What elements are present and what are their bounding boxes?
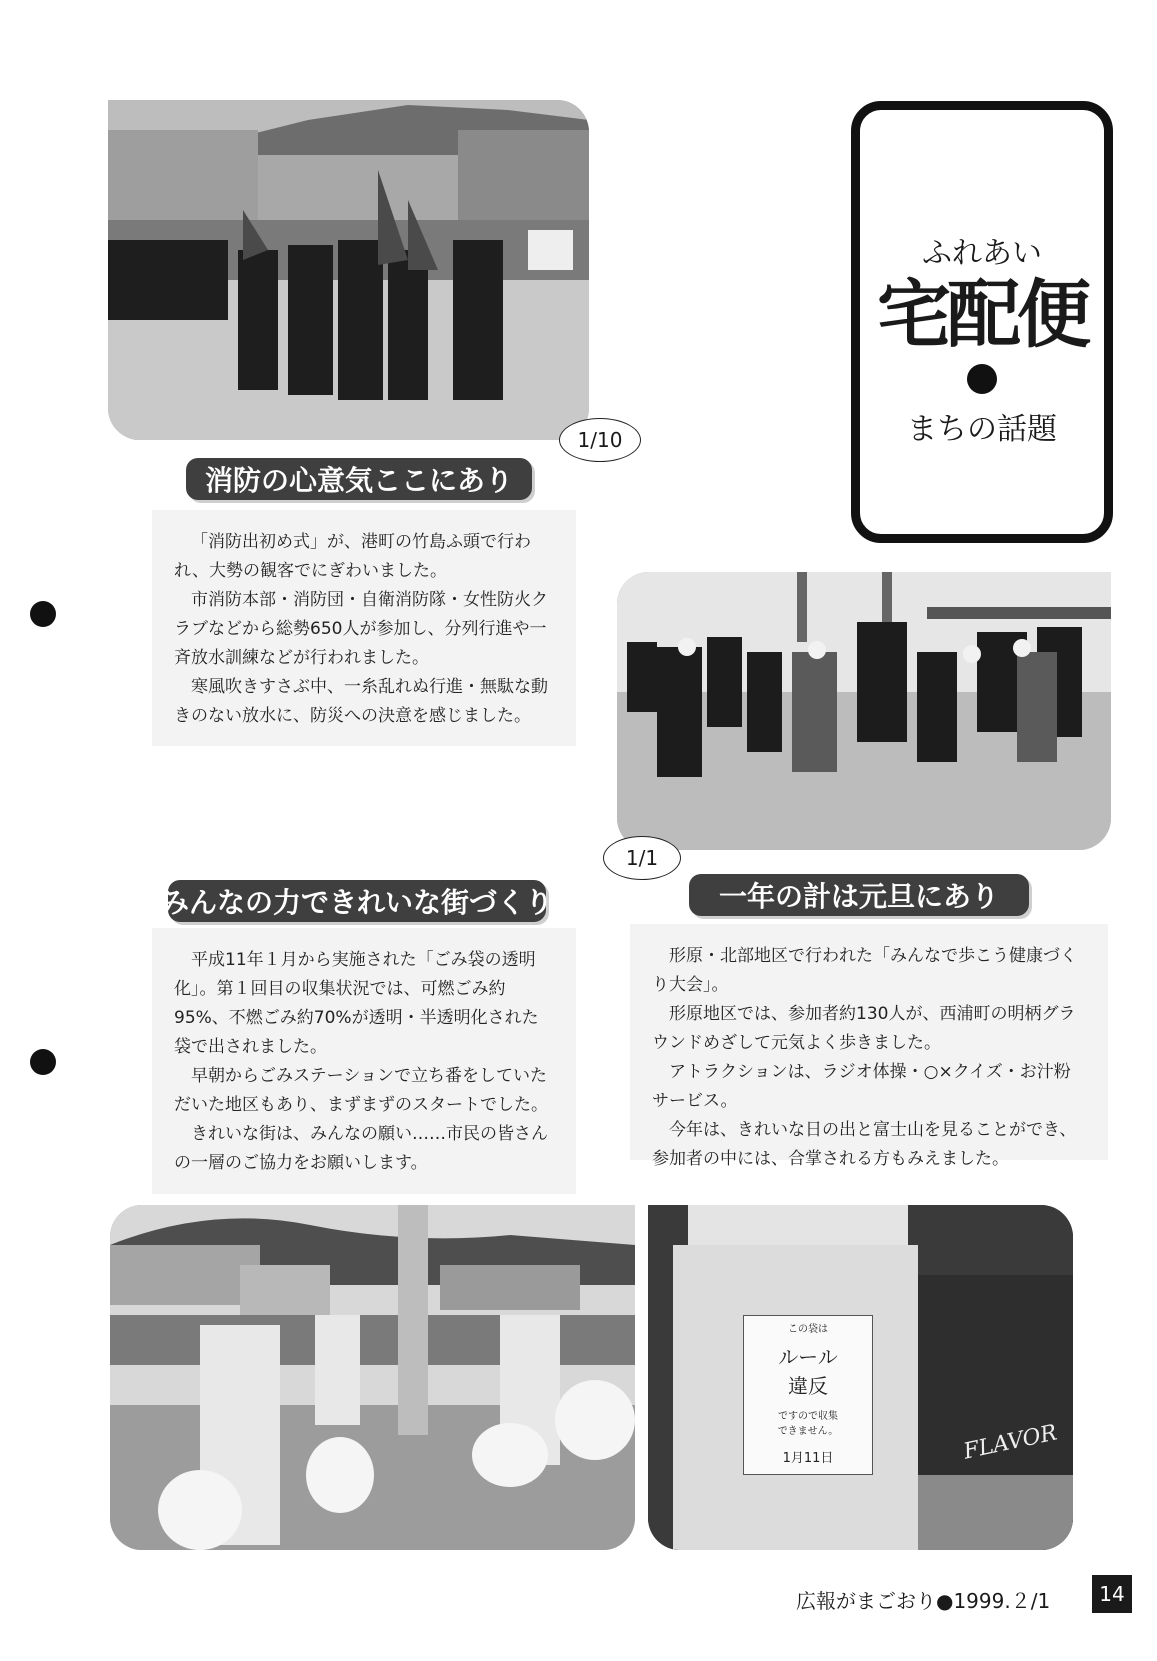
violation-sticker xyxy=(743,1315,873,1475)
title-bullet xyxy=(967,364,997,394)
sticker-date: 1月11日 xyxy=(782,1451,834,1466)
article-fire-brigade xyxy=(152,510,576,746)
title-main: 宅配便 xyxy=(877,272,1087,358)
article-paragraph: 形原・北部地区で行われた「みんなで歩こう健康づくり大会」。 xyxy=(652,946,1077,995)
sticker-violation: 違反 xyxy=(788,1374,828,1398)
date-badge-fire: 1/10 xyxy=(559,418,641,462)
article-clean-town xyxy=(152,928,576,1194)
sticker-rule: ルール xyxy=(778,1345,838,1369)
sticker-line4: できません。 xyxy=(777,1426,839,1437)
date-badge-walk: 1/1 xyxy=(603,836,681,880)
photo-fire-parade xyxy=(108,100,589,440)
flavor-bag-label: FLAVOR xyxy=(961,1420,1060,1465)
photo-new-year-walk xyxy=(617,572,1111,850)
footer-publication: 広報がまごおり●1999.２/1 xyxy=(796,1589,1051,1613)
bullet-dot xyxy=(30,1049,56,1075)
article-paragraph: 早朝からごみステーションで立ち番をしていただいた地区もあり、まずまずのスタートでした。 xyxy=(174,1066,548,1115)
sticker-line3: ですので収集 xyxy=(778,1411,838,1422)
article-paragraph: アトラクションは、ラジオ体操・○×クイズ・お汁粉サービス。 xyxy=(652,1062,1071,1111)
photo-garbage-station xyxy=(110,1205,635,1550)
article-paragraph: 寒風吹きすさぶ中、一糸乱れぬ行進・無駄な動きのない放水に、防災への決意を感じました。 xyxy=(174,677,548,726)
sticker-top: この袋は xyxy=(788,1324,828,1335)
bullet-dot xyxy=(30,601,56,627)
heading-new-year: 一年の計は元旦にあり xyxy=(689,874,1029,916)
fire-parade-image xyxy=(108,100,589,440)
page-number: 14 xyxy=(1092,1575,1132,1613)
article-paragraph: きれいな街は、みんなの願い……市民の皆さんの一層のご協力をお願いします。 xyxy=(174,1124,548,1173)
garbage-station-image xyxy=(110,1205,635,1550)
photo-rule-violation-bag xyxy=(648,1205,1073,1550)
article-paragraph: 形原地区では、参加者約130人が、西浦町の明柄グラウンドめざして元気よく歩きました。 xyxy=(652,1004,1076,1053)
title-sub: まちの話題 xyxy=(907,412,1057,447)
heading-fire-brigade: 消防の心意気ここにあり xyxy=(186,458,532,500)
section-title-box xyxy=(851,101,1113,543)
article-paragraph: 市消防本部・消防団・自衛消防隊・女性防火クラブなどから総勢650人が参加し、分列行進や一斉放水訓練などが行われました。 xyxy=(174,590,548,668)
article-paragraph: 今年は、きれいな日の出と富士山を見ることができ、参加者の中には、合掌される方もみえました。 xyxy=(652,1120,1077,1169)
article-paragraph: 平成11年１月から実施された「ごみ袋の透明化」。第１回目の収集状況では、可燃ごみ約95%、不燃ごみ約70%が透明・半透明化された袋で出されました。 xyxy=(174,950,539,1057)
article-new-year xyxy=(630,924,1108,1169)
heading-clean-town: みんなの力できれいな街づくり xyxy=(168,880,546,922)
title-kicker: ふれあい xyxy=(922,236,1042,271)
article-paragraph: 「消防出初め式」が、港町の竹島ふ頭で行われ、大勢の観客でにぎわいました。 xyxy=(174,532,531,581)
new-year-walk-image xyxy=(617,572,1111,850)
